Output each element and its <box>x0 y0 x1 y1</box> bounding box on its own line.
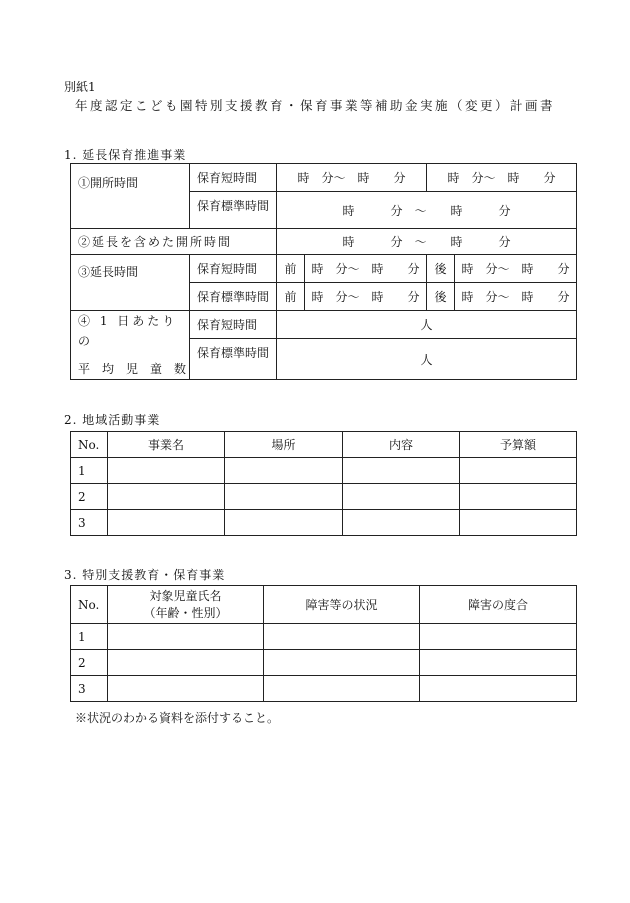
table-row <box>71 624 577 650</box>
s3-cell-status[interactable] <box>264 624 420 650</box>
attachment-note: ※状況のわかる資料を添付すること。 <box>75 711 280 725</box>
table-row <box>71 676 577 702</box>
open-short-time-left[interactable]: 時 分～ 時 分 <box>277 164 427 192</box>
s2-header-name: 事業名 <box>108 432 225 458</box>
s3-header-degree: 障害の度合 <box>420 586 577 624</box>
section1-heading: 1. 延長保育推進事業 <box>64 148 187 162</box>
s3-cell-name[interactable] <box>108 624 264 650</box>
s3-row-no: 2 <box>71 650 108 676</box>
s3-cell-status[interactable] <box>264 676 420 702</box>
s3-header-child-name <box>108 586 264 624</box>
special-support-table <box>70 585 577 702</box>
extended-care-table <box>70 163 577 380</box>
s2-row-no: 2 <box>71 484 108 510</box>
ext-short-after-time[interactable]: 時 分～ 時 分 <box>455 255 577 283</box>
avg-children-label <box>71 311 190 380</box>
avg-short-count[interactable]: 人 <box>277 311 577 339</box>
s2-cell-budget[interactable] <box>460 510 577 536</box>
s3-header-no: No. <box>71 586 108 624</box>
s3-row-no: 3 <box>71 676 108 702</box>
s3-row-no: 1 <box>71 624 108 650</box>
s2-header-place: 場所 <box>225 432 343 458</box>
table-row <box>71 510 577 536</box>
avg-standard-count[interactable]: 人 <box>277 339 577 380</box>
s3-header-child-name-line2: （年齢・性別） <box>143 605 228 620</box>
document-title: 年度認定こども園特別支援教育・保育事業等補助金実施（変更）計画書 <box>74 98 555 113</box>
open-short-time-right[interactable]: 時 分～ 時 分 <box>427 164 577 192</box>
table-row <box>71 458 577 484</box>
s2-cell-content[interactable] <box>343 510 460 536</box>
standard-hours-label: 保育標準時間 <box>190 192 277 229</box>
s2-header-content: 内容 <box>343 432 460 458</box>
ext-short-before: 前 <box>277 255 305 283</box>
s2-cell-budget[interactable] <box>460 484 577 510</box>
s3-header-status: 障害等の状況 <box>264 586 420 624</box>
s3-header-child-name-line1: 対象児童氏名 <box>149 588 222 603</box>
section3-heading: 3. 特別支援教育・保育事業 <box>64 568 226 582</box>
ext-short-before-time[interactable]: 時 分～ 時 分 <box>305 255 427 283</box>
table-row <box>71 484 577 510</box>
ext-standard-after-time[interactable]: 時 分～ 時 分 <box>455 283 577 311</box>
s2-row-no: 3 <box>71 510 108 536</box>
s2-cell-budget[interactable] <box>460 458 577 484</box>
s2-cell-place[interactable] <box>225 458 343 484</box>
s3-cell-degree[interactable] <box>420 624 577 650</box>
s2-cell-content[interactable] <box>343 484 460 510</box>
table-row <box>71 650 577 676</box>
s2-cell-name[interactable] <box>108 510 225 536</box>
s2-cell-content[interactable] <box>343 458 460 484</box>
s2-cell-place[interactable] <box>225 510 343 536</box>
ext-standard-after: 後 <box>427 283 455 311</box>
incl-extension-label: ②延長を含めた開所時間 <box>71 229 277 255</box>
extension-hours-label: ③延長時間 <box>71 255 190 311</box>
section2-heading: 2. 地域活動事業 <box>64 413 161 427</box>
ext-standard-label: 保育標準時間 <box>190 283 277 311</box>
s3-cell-status[interactable] <box>264 650 420 676</box>
community-activity-table <box>70 431 577 536</box>
s2-cell-name[interactable] <box>108 458 225 484</box>
ext-standard-before-time[interactable]: 時 分～ 時 分 <box>305 283 427 311</box>
s2-header-no: No. <box>71 432 108 458</box>
s2-row-no: 1 <box>71 458 108 484</box>
s3-cell-degree[interactable] <box>420 650 577 676</box>
avg-short-label: 保育短時間 <box>190 311 277 339</box>
avg-children-label-line2: 平 均 児 童 数 <box>78 362 187 376</box>
s2-cell-name[interactable] <box>108 484 225 510</box>
s3-cell-name[interactable] <box>108 650 264 676</box>
ext-short-after: 後 <box>427 255 455 283</box>
document-id: 別紙1 <box>64 80 96 94</box>
open-hours-label: ①開所時間 <box>71 164 190 229</box>
ext-short-label: 保育短時間 <box>190 255 277 283</box>
s3-cell-degree[interactable] <box>420 676 577 702</box>
ext-standard-before: 前 <box>277 283 305 311</box>
open-standard-time[interactable]: 時 分 ～ 時 分 <box>277 192 577 229</box>
avg-standard-label: 保育標準時間 <box>190 339 277 380</box>
s2-cell-place[interactable] <box>225 484 343 510</box>
s2-header-budget: 予算額 <box>460 432 577 458</box>
s3-cell-name[interactable] <box>108 676 264 702</box>
incl-extension-time[interactable]: 時 分 ～ 時 分 <box>277 229 577 255</box>
short-hours-label: 保育短時間 <box>190 164 277 192</box>
avg-children-label-line1: ④ 1 日あたりの <box>78 314 178 348</box>
